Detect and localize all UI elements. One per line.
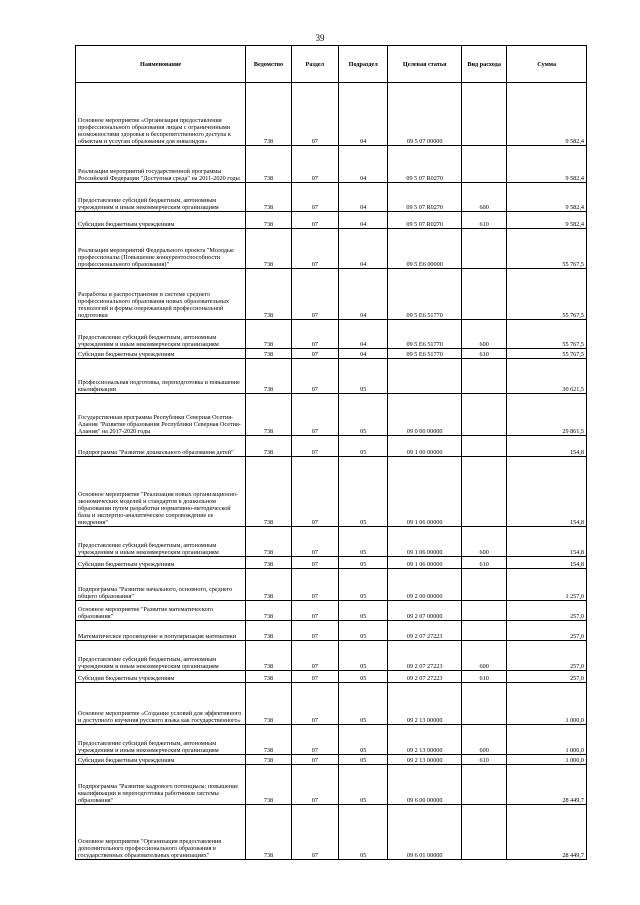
cell-section: 07 (291, 641, 338, 671)
cell-amount: 28 449,7 (507, 805, 587, 860)
cell-amount: 1 257,0 (507, 569, 587, 601)
cell-subsection: 04 (339, 320, 388, 349)
cell-subsection: 04 (339, 146, 388, 183)
cell-target-article: 09 5 E6 00000 (388, 229, 462, 269)
cell-department: 738 (246, 83, 291, 146)
table-row (76, 320, 587, 349)
table-row (76, 805, 587, 860)
cell-name: Субсидии бюджетным учреждениям (76, 212, 246, 229)
cell-amount: 154,8 (507, 457, 587, 527)
cell-section: 07 (291, 671, 338, 683)
cell-subsection: 05 (339, 394, 388, 436)
cell-department: 738 (246, 601, 291, 621)
cell-amount: 154,8 (507, 527, 587, 557)
cell-department: 738 (246, 349, 291, 359)
cell-name: Предоставление субсидий бюджетным, автономным учреждениям и иным некоммерческим организациям (76, 183, 246, 212)
cell-subsection: 05 (339, 805, 388, 860)
table-row (76, 765, 587, 805)
cell-target-article: 09 1 06 00000 (388, 557, 462, 569)
cell-target-article: 09 5 07 R0270 (388, 146, 462, 183)
cell-target-article: 09 0 00 00000 (388, 394, 462, 436)
cell-name: Реализация мероприятий Федерального проекта "Молодые профессионалы (Повышение конкурентоспособности профессионального образования)" (76, 229, 246, 269)
cell-expense-type: 600 (461, 641, 506, 671)
table-row (76, 557, 587, 569)
header-target-article: Целевая статья (388, 46, 462, 83)
cell-amount: 257,0 (507, 671, 587, 683)
cell-subsection: 05 (339, 527, 388, 557)
cell-section: 07 (291, 436, 338, 457)
cell-department: 738 (246, 457, 291, 527)
cell-amount: 30 621,5 (507, 359, 587, 394)
cell-target-article: 09 1 06 00000 (388, 457, 462, 527)
cell-expense-type (461, 457, 506, 527)
cell-section: 07 (291, 569, 338, 601)
cell-department: 738 (246, 569, 291, 601)
table-row (76, 394, 587, 436)
cell-department: 738 (246, 394, 291, 436)
cell-expense-type (461, 805, 506, 860)
cell-expense-type (461, 621, 506, 641)
cell-department: 738 (246, 320, 291, 349)
table-row (76, 671, 587, 683)
table-row (76, 641, 587, 671)
cell-name: Государственная программа Республики Северная Осетия-Алания "Развитие образования Республики Северная Осетия-Алания" на 2017-2020 годы (76, 394, 246, 436)
cell-expense-type (461, 569, 506, 601)
cell-subsection: 05 (339, 725, 388, 755)
table-row (76, 569, 587, 601)
cell-name: Предоставление субсидий бюджетным, автономным учреждениям и иным некоммерческим организациям (76, 320, 246, 349)
cell-expense-type: 610 (461, 349, 506, 359)
table-row (76, 146, 587, 183)
cell-expense-type: 600 (461, 183, 506, 212)
cell-expense-type (461, 83, 506, 146)
cell-section: 07 (291, 394, 338, 436)
table-row (76, 183, 587, 212)
header-department: Ведомство (246, 46, 291, 83)
cell-department: 738 (246, 805, 291, 860)
cell-department: 738 (246, 527, 291, 557)
header-name: Наименование (76, 46, 246, 83)
cell-name: Математическое просвещение и популяризация математики (76, 621, 246, 641)
cell-subsection: 05 (339, 683, 388, 725)
cell-department: 738 (246, 269, 291, 320)
cell-name: Субсидии бюджетным учреждениям (76, 557, 246, 569)
cell-subsection: 05 (339, 557, 388, 569)
cell-target-article: 09 1 06 00000 (388, 527, 462, 557)
cell-subsection: 04 (339, 229, 388, 269)
cell-amount: 154,8 (507, 436, 587, 457)
cell-target-article (388, 359, 462, 394)
table-header-row (76, 46, 587, 83)
cell-amount: 257,0 (507, 641, 587, 671)
cell-section: 07 (291, 621, 338, 641)
cell-name: Подпрограмма "Развитие кадрового потенциала: повышение квалификации и переподготовка работников системы образования" (76, 765, 246, 805)
table-row (76, 229, 587, 269)
cell-expense-type (461, 146, 506, 183)
cell-amount: 9 582,4 (507, 183, 587, 212)
cell-amount: 257,0 (507, 621, 587, 641)
cell-target-article: 09 2 07 27223 (388, 671, 462, 683)
cell-target-article: 09 6 00 00000 (388, 765, 462, 805)
cell-expense-type (461, 269, 506, 320)
cell-expense-type: 600 (461, 320, 506, 349)
cell-target-article: 09 5 E6 51770 (388, 269, 462, 320)
cell-amount: 257,0 (507, 601, 587, 621)
cell-target-article: 09 2 13 00000 (388, 725, 462, 755)
cell-department: 738 (246, 146, 291, 183)
cell-name: Профессиональная подготовка, переподготовка и повышение квалификации (76, 359, 246, 394)
cell-amount: 9 582,4 (507, 83, 587, 146)
cell-name: Основное мероприятие "Реализация новых организационно-экономических моделей и стандартов в дошкольном образовании путем разработки нормативно-методической базы и экспертно-аналитическое сопровождение ее внедрения" (76, 457, 246, 527)
cell-subsection: 04 (339, 269, 388, 320)
cell-name: Разработка и распространение в системе среднего профессионального образования новых образовательных технологий и формы опережающей профессиональной подготовки (76, 269, 246, 320)
cell-expense-type (461, 359, 506, 394)
cell-name: Предоставление субсидий бюджетным, автономным учреждениям и иным некоммерческим организациям (76, 527, 246, 557)
cell-target-article: 09 5 E6 51770 (388, 320, 462, 349)
cell-department: 738 (246, 671, 291, 683)
cell-expense-type: 610 (461, 212, 506, 229)
table-row (76, 755, 587, 765)
cell-subsection: 05 (339, 641, 388, 671)
cell-target-article: 09 5 07 R0270 (388, 183, 462, 212)
cell-name: Субсидии бюджетным учреждениям (76, 671, 246, 683)
table-row (76, 683, 587, 725)
cell-subsection: 05 (339, 569, 388, 601)
cell-department: 738 (246, 725, 291, 755)
cell-expense-type (461, 765, 506, 805)
header-section: Раздел (291, 46, 338, 83)
cell-expense-type: 610 (461, 557, 506, 569)
cell-subsection: 04 (339, 183, 388, 212)
cell-target-article: 09 5 07 R0270 (388, 212, 462, 229)
cell-section: 07 (291, 83, 338, 146)
cell-section: 07 (291, 146, 338, 183)
cell-department: 738 (246, 436, 291, 457)
cell-amount: 55 767,5 (507, 269, 587, 320)
cell-subsection: 05 (339, 457, 388, 527)
cell-section: 07 (291, 269, 338, 320)
cell-section: 07 (291, 320, 338, 349)
cell-expense-type (461, 436, 506, 457)
cell-subsection: 05 (339, 359, 388, 394)
cell-expense-type (461, 394, 506, 436)
cell-amount: 55 767,5 (507, 229, 587, 269)
table-row (76, 527, 587, 557)
cell-section: 07 (291, 359, 338, 394)
cell-expense-type: 610 (461, 755, 506, 765)
cell-section: 07 (291, 601, 338, 621)
cell-subsection: 05 (339, 671, 388, 683)
cell-section: 07 (291, 457, 338, 527)
cell-expense-type (461, 683, 506, 725)
cell-department: 738 (246, 557, 291, 569)
cell-department: 738 (246, 212, 291, 229)
cell-name: Основное мероприятие «Организация предоставления профессионального образования лицам с ограниченными возможностями здоровья и беспрепятственного доступа к объектам и услугам образования для инвалидов» (76, 83, 246, 146)
cell-subsection: 04 (339, 349, 388, 359)
cell-amount: 9 582,4 (507, 212, 587, 229)
cell-amount: 55 767,5 (507, 349, 587, 359)
cell-amount: 1 000,0 (507, 755, 587, 765)
cell-section: 07 (291, 527, 338, 557)
cell-target-article: 09 2 13 00000 (388, 755, 462, 765)
cell-name: Подпрограмма "Развитие начального, основного, среднего общего образования" (76, 569, 246, 601)
cell-department: 738 (246, 755, 291, 765)
cell-subsection: 04 (339, 212, 388, 229)
cell-department: 738 (246, 359, 291, 394)
table-row (76, 83, 587, 146)
header-expense-type: Вид расхода (461, 46, 506, 83)
cell-section: 07 (291, 725, 338, 755)
cell-name: Подпрограмма "Развитие дошкольного образования детей" (76, 436, 246, 457)
cell-section: 07 (291, 229, 338, 269)
cell-target-article: 09 2 07 27223 (388, 641, 462, 671)
cell-name: Субсидии бюджетным учреждениям (76, 755, 246, 765)
cell-section: 07 (291, 183, 338, 212)
cell-amount: 55 767,5 (507, 320, 587, 349)
cell-department: 738 (246, 683, 291, 725)
cell-name: Предоставление субсидий бюджетным, автономным учреждениям и иным некоммерческим организациям (76, 725, 246, 755)
cell-name: Субсидии бюджетным учреждениям (76, 349, 246, 359)
cell-section: 07 (291, 755, 338, 765)
cell-expense-type (461, 601, 506, 621)
cell-target-article: 09 2 07 00000 (388, 601, 462, 621)
cell-department: 738 (246, 183, 291, 212)
cell-section: 07 (291, 765, 338, 805)
cell-subsection: 05 (339, 436, 388, 457)
cell-expense-type (461, 229, 506, 269)
table-row (76, 621, 587, 641)
cell-target-article: 09 2 13 00000 (388, 683, 462, 725)
cell-name: Основное мероприятие "Организация предоставления дополнительного профессионального образования в государственных образовательных организациях" (76, 805, 246, 860)
cell-target-article: 09 6 01 00000 (388, 805, 462, 860)
cell-amount: 1 000,0 (507, 725, 587, 755)
table-row (76, 436, 587, 457)
cell-section: 07 (291, 557, 338, 569)
budget-table (75, 45, 587, 860)
cell-name: Реализация мероприятий государственной программы Российской Федерации "Доступная среда" на 2011-2020 годы (76, 146, 246, 183)
cell-subsection: 04 (339, 83, 388, 146)
cell-section: 07 (291, 805, 338, 860)
table-row (76, 359, 587, 394)
cell-name: Предоставление субсидий бюджетным, автономным учреждениям и иным некоммерческим организациям (76, 641, 246, 671)
cell-section: 07 (291, 212, 338, 229)
cell-expense-type: 600 (461, 725, 506, 755)
cell-section: 07 (291, 683, 338, 725)
cell-amount: 29 861,5 (507, 394, 587, 436)
cell-department: 738 (246, 765, 291, 805)
header-amount: Сумма (507, 46, 587, 83)
cell-subsection: 05 (339, 755, 388, 765)
cell-subsection: 05 (339, 621, 388, 641)
cell-target-article: 09 5 07 00000 (388, 83, 462, 146)
cell-target-article: 09 2 07 27223 (388, 621, 462, 641)
table-row (76, 349, 587, 359)
cell-target-article: 09 5 E6 51770 (388, 349, 462, 359)
cell-target-article: 09 1 00 00000 (388, 436, 462, 457)
cell-amount: 1 000,0 (507, 683, 587, 725)
page-number: 39 (315, 33, 325, 43)
cell-department: 738 (246, 621, 291, 641)
table-row (76, 725, 587, 755)
header-subsection: Подраздел (339, 46, 388, 83)
cell-expense-type: 600 (461, 527, 506, 557)
cell-subsection: 05 (339, 601, 388, 621)
table-row (76, 212, 587, 229)
cell-amount: 154,8 (507, 557, 587, 569)
cell-amount: 28 449,7 (507, 765, 587, 805)
cell-department: 738 (246, 641, 291, 671)
table-row (76, 269, 587, 320)
cell-subsection: 05 (339, 765, 388, 805)
cell-name: Основное мероприятие «Создание условий для эффективного и доступного изучения русского языка как государственного» (76, 683, 246, 725)
cell-expense-type: 610 (461, 671, 506, 683)
table-body (76, 83, 587, 860)
cell-amount: 9 582,4 (507, 146, 587, 183)
table-row (76, 457, 587, 527)
cell-name: Основное мероприятие "Развитие математического образования" (76, 601, 246, 621)
cell-department: 738 (246, 229, 291, 269)
cell-section: 07 (291, 349, 338, 359)
cell-target-article: 09 2 00 00000 (388, 569, 462, 601)
table-row (76, 601, 587, 621)
